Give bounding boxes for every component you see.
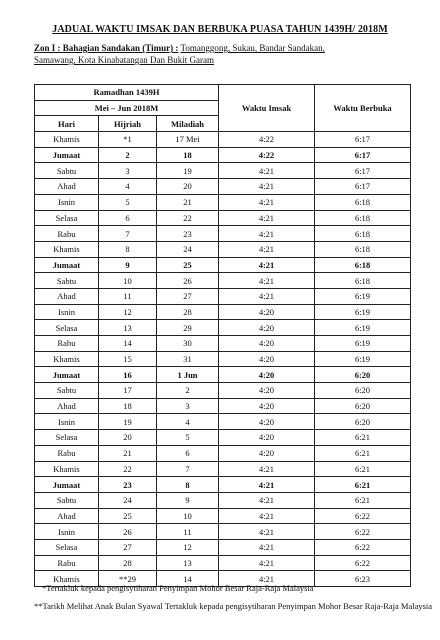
table-row bbox=[35, 430, 411, 446]
table-row bbox=[35, 241, 411, 257]
header-miladiah: Miladiah bbox=[157, 116, 219, 132]
cell-berbuka: 6:17 bbox=[315, 147, 411, 163]
cell-imsak: 4:21 bbox=[219, 163, 315, 179]
table-row bbox=[35, 445, 411, 461]
cell-imsak: 4:20 bbox=[219, 414, 315, 430]
cell-hari: Jumaat bbox=[35, 147, 99, 163]
table-row bbox=[35, 461, 411, 477]
cell-hijriah: 5 bbox=[99, 194, 157, 210]
cell-hari: Isnin bbox=[35, 194, 99, 210]
cell-imsak: 4:20 bbox=[219, 351, 315, 367]
cell-miladiah: 14 bbox=[157, 571, 219, 587]
cell-imsak: 4:20 bbox=[219, 304, 315, 320]
cell-hijriah: 6 bbox=[99, 210, 157, 226]
table-row bbox=[35, 524, 411, 540]
cell-hijriah: 13 bbox=[99, 320, 157, 336]
footnote-2: **Tarikh Melihat Anak Bulan Syawal Tertakluk kepada pengisytiharan Penyimpan Mohor Besar Raja-Raja Malaysia bbox=[34, 601, 433, 611]
header-ramadhan: Ramadhan 1439H bbox=[35, 85, 219, 101]
cell-berbuka: 6:22 bbox=[315, 508, 411, 524]
cell-hari: Khamis bbox=[35, 461, 99, 477]
table-row bbox=[35, 555, 411, 571]
cell-imsak: 4:20 bbox=[219, 367, 315, 383]
cell-hari: Jumaat bbox=[35, 477, 99, 493]
cell-imsak: 4:21 bbox=[219, 288, 315, 304]
cell-hari: Sabtu bbox=[35, 383, 99, 399]
cell-hari: Selasa bbox=[35, 210, 99, 226]
cell-imsak: 4:20 bbox=[219, 383, 315, 399]
zone-areas-line1: Tomanggong, Sukau, Bandar Sandakan, bbox=[180, 43, 325, 53]
header-berbuka: Waktu Berbuka bbox=[315, 85, 411, 132]
table-row bbox=[35, 257, 411, 273]
header-hari: Hari bbox=[35, 116, 99, 132]
cell-miladiah: 9 bbox=[157, 492, 219, 508]
cell-hijriah: 26 bbox=[99, 524, 157, 540]
cell-hijriah: 15 bbox=[99, 351, 157, 367]
table-row bbox=[35, 477, 411, 493]
cell-hijriah: 3 bbox=[99, 163, 157, 179]
cell-imsak: 4:21 bbox=[219, 508, 315, 524]
cell-miladiah: 30 bbox=[157, 336, 219, 352]
cell-imsak: 4:21 bbox=[219, 524, 315, 540]
cell-hari: Jumaat bbox=[35, 257, 99, 273]
cell-miladiah: 1 Jun bbox=[157, 367, 219, 383]
cell-miladiah: 23 bbox=[157, 226, 219, 242]
table-row bbox=[35, 194, 411, 210]
table-row bbox=[35, 336, 411, 352]
cell-imsak: 4:21 bbox=[219, 226, 315, 242]
cell-hijriah: 25 bbox=[99, 508, 157, 524]
table-row bbox=[35, 273, 411, 289]
cell-berbuka: 6:18 bbox=[315, 241, 411, 257]
table-row bbox=[35, 492, 411, 508]
cell-miladiah: 28 bbox=[157, 304, 219, 320]
cell-hijriah: 27 bbox=[99, 539, 157, 555]
table-row bbox=[35, 320, 411, 336]
cell-miladiah: 21 bbox=[157, 194, 219, 210]
table-row bbox=[35, 163, 411, 179]
cell-hari: Rabu bbox=[35, 555, 99, 571]
cell-hari: Khamis bbox=[35, 351, 99, 367]
cell-berbuka: 6:21 bbox=[315, 430, 411, 446]
table-row bbox=[35, 508, 411, 524]
cell-imsak: 4:21 bbox=[219, 571, 315, 587]
cell-miladiah: 24 bbox=[157, 241, 219, 257]
cell-miladiah: 5 bbox=[157, 430, 219, 446]
cell-berbuka: 6:18 bbox=[315, 257, 411, 273]
table-row bbox=[35, 288, 411, 304]
cell-hijriah: 7 bbox=[99, 226, 157, 242]
cell-miladiah: 4 bbox=[157, 414, 219, 430]
cell-imsak: 4:21 bbox=[219, 461, 315, 477]
cell-hari: Isnin bbox=[35, 524, 99, 540]
footnotes bbox=[34, 582, 434, 612]
cell-imsak: 4:20 bbox=[219, 445, 315, 461]
cell-berbuka: 6:21 bbox=[315, 461, 411, 477]
cell-hijriah: 28 bbox=[99, 555, 157, 571]
table-row bbox=[35, 304, 411, 320]
cell-hijriah: 9 bbox=[99, 257, 157, 273]
cell-berbuka: 6:17 bbox=[315, 132, 411, 148]
cell-imsak: 4:20 bbox=[219, 336, 315, 352]
cell-hijriah: 22 bbox=[99, 461, 157, 477]
cell-hari: Sabtu bbox=[35, 273, 99, 289]
cell-hari: Khamis bbox=[35, 241, 99, 257]
cell-hari: Khamis bbox=[35, 132, 99, 148]
zone-description bbox=[34, 42, 414, 66]
cell-berbuka: 6:22 bbox=[315, 539, 411, 555]
cell-miladiah: 6 bbox=[157, 445, 219, 461]
cell-berbuka: 6:19 bbox=[315, 288, 411, 304]
cell-hijriah: 2 bbox=[99, 147, 157, 163]
cell-hijriah: 11 bbox=[99, 288, 157, 304]
cell-berbuka: 6:22 bbox=[315, 524, 411, 540]
header-hijriah: Hijriah bbox=[99, 116, 157, 132]
cell-imsak: 4:21 bbox=[219, 477, 315, 493]
cell-hijriah: 17 bbox=[99, 383, 157, 399]
cell-hijriah: 4 bbox=[99, 179, 157, 195]
schedule-table bbox=[34, 84, 411, 587]
cell-hijriah: 19 bbox=[99, 414, 157, 430]
cell-hari: Ahad bbox=[35, 398, 99, 414]
cell-berbuka: 6:23 bbox=[315, 571, 411, 587]
cell-hari: Rabu bbox=[35, 445, 99, 461]
cell-hari: Jumaat bbox=[35, 367, 99, 383]
cell-hari: Selasa bbox=[35, 320, 99, 336]
cell-berbuka: 6:20 bbox=[315, 367, 411, 383]
page-title: JADUAL WAKTU IMSAK DAN BERBUKA PUASA TAHUN 1439H/ 2018M bbox=[52, 24, 388, 35]
cell-imsak: 4:20 bbox=[219, 398, 315, 414]
cell-hijriah: 18 bbox=[99, 398, 157, 414]
cell-berbuka: 6:20 bbox=[315, 414, 411, 430]
cell-imsak: 4:21 bbox=[219, 273, 315, 289]
cell-imsak: 4:20 bbox=[219, 320, 315, 336]
header-months: Mei – Jun 2018M bbox=[35, 100, 219, 116]
cell-imsak: 4:21 bbox=[219, 179, 315, 195]
table-row bbox=[35, 414, 411, 430]
cell-berbuka: 6:18 bbox=[315, 226, 411, 242]
cell-berbuka: 6:20 bbox=[315, 398, 411, 414]
cell-berbuka: 6:19 bbox=[315, 304, 411, 320]
cell-imsak: 4:21 bbox=[219, 555, 315, 571]
cell-hari: Isnin bbox=[35, 304, 99, 320]
cell-miladiah: 27 bbox=[157, 288, 219, 304]
cell-hari: Selasa bbox=[35, 430, 99, 446]
cell-miladiah: 2 bbox=[157, 383, 219, 399]
cell-hari: Sabtu bbox=[35, 492, 99, 508]
cell-hari: Khamis bbox=[35, 571, 99, 587]
table-row bbox=[35, 398, 411, 414]
cell-berbuka: 6:21 bbox=[315, 477, 411, 493]
cell-berbuka: 6:18 bbox=[315, 273, 411, 289]
cell-hijriah: 16 bbox=[99, 367, 157, 383]
cell-miladiah: 19 bbox=[157, 163, 219, 179]
cell-miladiah: 11 bbox=[157, 524, 219, 540]
table-row bbox=[35, 367, 411, 383]
cell-hijriah: 24 bbox=[99, 492, 157, 508]
cell-berbuka: 6:18 bbox=[315, 210, 411, 226]
cell-miladiah: 7 bbox=[157, 461, 219, 477]
cell-miladiah: 13 bbox=[157, 555, 219, 571]
table-row bbox=[35, 383, 411, 399]
table-row bbox=[35, 132, 411, 148]
cell-hari: Ahad bbox=[35, 288, 99, 304]
cell-hari: Sabtu bbox=[35, 163, 99, 179]
cell-hari: Isnin bbox=[35, 414, 99, 430]
cell-berbuka: 6:21 bbox=[315, 492, 411, 508]
cell-imsak: 4:22 bbox=[219, 132, 315, 148]
cell-miladiah: 8 bbox=[157, 477, 219, 493]
cell-miladiah: 29 bbox=[157, 320, 219, 336]
cell-hari: Ahad bbox=[35, 508, 99, 524]
cell-berbuka: 6:17 bbox=[315, 179, 411, 195]
cell-hijriah: 14 bbox=[99, 336, 157, 352]
schedule-rows bbox=[35, 132, 411, 587]
cell-hijriah: **29 bbox=[99, 571, 157, 587]
cell-imsak: 4:21 bbox=[219, 241, 315, 257]
table-row bbox=[35, 179, 411, 195]
table-row bbox=[35, 351, 411, 367]
cell-miladiah: 26 bbox=[157, 273, 219, 289]
cell-imsak: 4:20 bbox=[219, 430, 315, 446]
cell-imsak: 4:21 bbox=[219, 539, 315, 555]
cell-berbuka: 6:22 bbox=[315, 555, 411, 571]
cell-imsak: 4:21 bbox=[219, 492, 315, 508]
zone-areas-line2: Samawang, Kota Kinabatangan Dan Bukit Garam bbox=[34, 55, 214, 65]
cell-imsak: 4:22 bbox=[219, 147, 315, 163]
cell-miladiah: 12 bbox=[157, 539, 219, 555]
cell-hari: Rabu bbox=[35, 226, 99, 242]
footnote-1: *Tertakluk kepada pengisytiharan Penyimpan Mohor Besar Raja-Raja Malaysia bbox=[42, 583, 314, 593]
cell-miladiah: 3 bbox=[157, 398, 219, 414]
cell-hari: Ahad bbox=[35, 179, 99, 195]
cell-imsak: 4:21 bbox=[219, 194, 315, 210]
table-row bbox=[35, 539, 411, 555]
cell-hijriah: *1 bbox=[99, 132, 157, 148]
cell-imsak: 4:21 bbox=[219, 257, 315, 273]
cell-imsak: 4:21 bbox=[219, 210, 315, 226]
cell-berbuka: 6:19 bbox=[315, 336, 411, 352]
cell-hari: Selasa bbox=[35, 539, 99, 555]
cell-hari: Rabu bbox=[35, 336, 99, 352]
cell-berbuka: 6:19 bbox=[315, 320, 411, 336]
cell-miladiah: 17 Mei bbox=[157, 132, 219, 148]
cell-berbuka: 6:21 bbox=[315, 445, 411, 461]
table-row bbox=[35, 210, 411, 226]
cell-berbuka: 6:19 bbox=[315, 351, 411, 367]
cell-miladiah: 22 bbox=[157, 210, 219, 226]
table-row bbox=[35, 147, 411, 163]
cell-hijriah: 20 bbox=[99, 430, 157, 446]
cell-hijriah: 21 bbox=[99, 445, 157, 461]
cell-miladiah: 20 bbox=[157, 179, 219, 195]
cell-berbuka: 6:20 bbox=[315, 383, 411, 399]
cell-hijriah: 10 bbox=[99, 273, 157, 289]
cell-hijriah: 23 bbox=[99, 477, 157, 493]
cell-miladiah: 31 bbox=[157, 351, 219, 367]
cell-miladiah: 10 bbox=[157, 508, 219, 524]
cell-hijriah: 8 bbox=[99, 241, 157, 257]
header-imsak: Waktu Imsak bbox=[219, 85, 315, 132]
cell-miladiah: 18 bbox=[157, 147, 219, 163]
table-row bbox=[35, 226, 411, 242]
cell-berbuka: 6:17 bbox=[315, 163, 411, 179]
cell-berbuka: 6:18 bbox=[315, 194, 411, 210]
zone-label: Zon I : Bahagian Sandakan (Timur) : bbox=[34, 43, 179, 53]
cell-miladiah: 25 bbox=[157, 257, 219, 273]
cell-hijriah: 12 bbox=[99, 304, 157, 320]
